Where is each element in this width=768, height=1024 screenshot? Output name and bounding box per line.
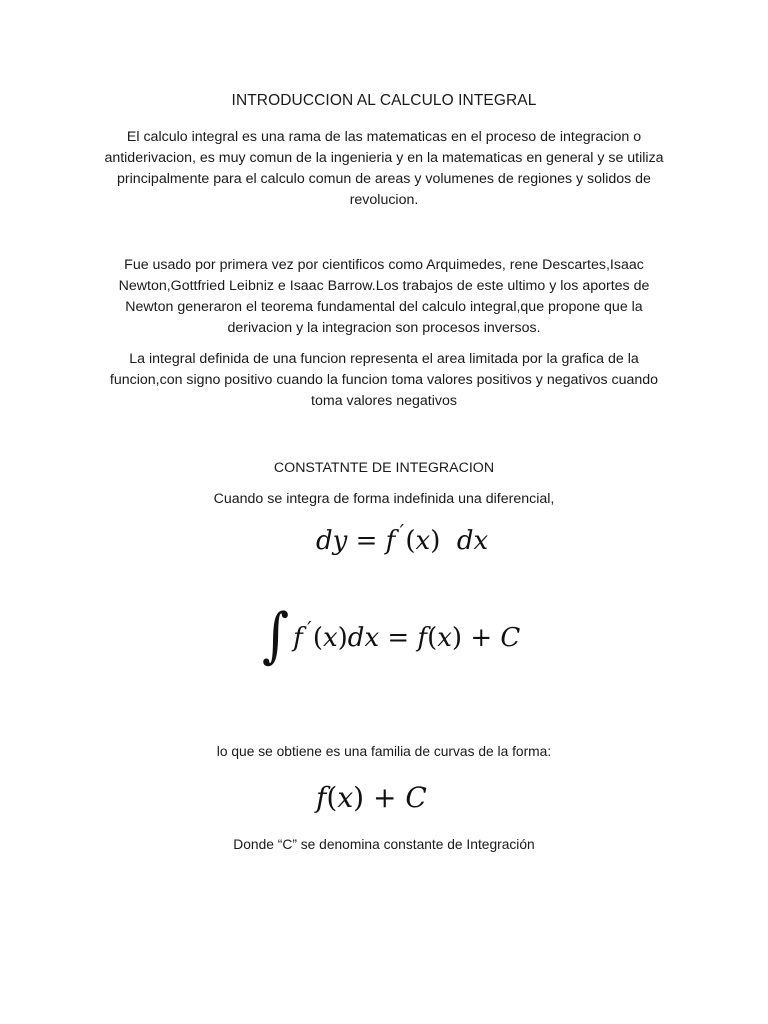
constant-definition-sentence: Donde “C” se denomina constante de Integración (233, 837, 535, 852)
intro-sentence: Cuando se integra de forma indefinida una diferencial, (213, 491, 555, 507)
integral-sign-icon: ∫ (262, 601, 290, 671)
family-curves-sentence: lo que se obtiene es una familia de curvas de la forma: (216, 744, 552, 759)
paragraph-intro: El calculo integral es una rama de las matematicas en el proceso de integracion o antiderivacion, es muy comun de la ingenieria y en la matematicas en general y se utiliza principalmente para el calculo comun de areas y volumenes de regiones y solidos de revolucion. (104, 129, 664, 208)
equation-differential-text: dy = f´(x) dx (316, 523, 489, 556)
equation-family (316, 781, 427, 814)
section-heading-constant: CONSTATNTE DE INTEGRACION (273, 460, 495, 476)
equation-integral (262, 601, 521, 676)
paragraph-definite-integral: La integral definida de una funcion representa el area limitada por la grafica de la funcion,con signo positivo cuando la funcion toma valores positivos y negativos cuando toma valores negativos (109, 351, 659, 409)
equation-integral-text: f´(x)dx = f(x) + C (293, 619, 521, 653)
paragraph-history: Fue usado por primera vez por cientificos como Arquimedes, rene Descartes,Isaac Newton,Gottfried Leibniz e Isaac Barrow.Los trabajos de este ultimo y los aportes de Newton generaron el teorema fundamental del calculo integral,que propone que la derivacion y la integracion son procesos inversos. (118, 257, 650, 336)
equation-family-text: f(x) + C (316, 781, 427, 814)
document-title: INTRODUCCION AL CALCULO INTEGRAL (231, 92, 537, 109)
equation-differential (316, 523, 488, 556)
